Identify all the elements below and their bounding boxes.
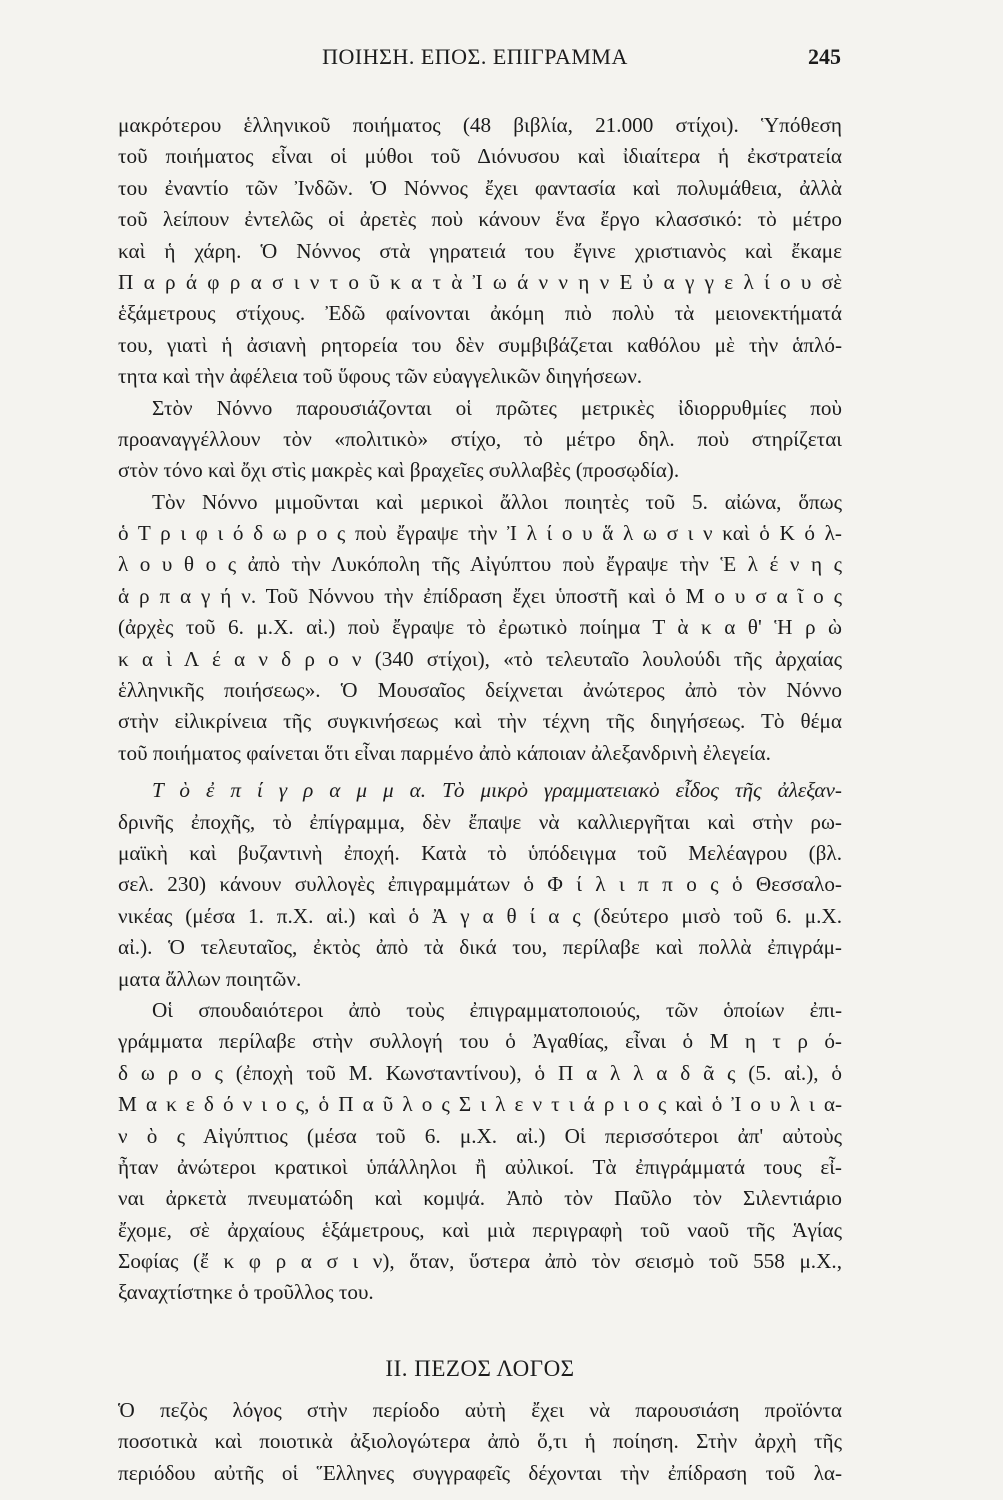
text-line: ν ὸ ς Αἰγύπτιος (μέσα τοῦ 6. μ.Χ. αἰ.) Οἱ περισσότεροι ἀπ' αὐτοὺς xyxy=(118,1123,842,1148)
text-line: δ ω ρ ο ς (ἐποχὴ τοῦ Μ. Κωνσταντίνου), ὁ Π α λ λ α δ ᾶ ς (5. αἰ.), ὁ xyxy=(118,1060,842,1085)
page-number: 245 xyxy=(808,44,841,69)
text-line: του ἐναντίο τῶν Ἰνδῶν. Ὁ Νόννος ἔχει φαντασία καὶ πολυμάθεια, ἀλλὰ xyxy=(118,175,842,200)
text-line: γράμματα περίλαβε στὴν συλλογή του ὁ Ἀγαθίας, εἶναι ὁ Μ η τ ρ ό- xyxy=(118,1029,842,1054)
text-line: Τ ὸ ἐ π ί γ ρ α μ μ α. Τὸ μικρὸ γραμματειακὸ εἶδος τῆς ἀλεξαν- xyxy=(152,778,842,803)
text-line: μακρότερου ἑλληνικοῦ ποιήματος (48 βιβλία, 21.000 στίχοι). Ὑπόθεση xyxy=(118,113,842,137)
text-line: Στὸν Νόννο παρουσιάζονται οἱ πρῶτες μετρικὲς ἰδιορρυθμίες ποὺ xyxy=(152,395,842,420)
text-line: αἰ.). Ὁ τελευταῖος, ἐκτὸς ἀπὸ τὰ δικά του, περίλαβε καὶ πολλὰ ἐπιγράμ- xyxy=(118,935,842,960)
text-line: ἔχομε, σὲ ἀρχαίους ἑξάμετρους, καὶ μιὰ περιγραφὴ τοῦ ναοῦ τῆς Ἁγίας xyxy=(118,1217,842,1242)
text-line: ξαναχτίστηκε ὁ τροῦλλος του. xyxy=(118,1280,374,1305)
text-line: ποσοτικὰ καὶ ποιοτικὰ ἀξιολογώτερα ἀπὸ ὅ,τι ἡ ποίηση. Στὴν ἀρχὴ τῆς xyxy=(118,1429,842,1454)
text-line: ὁ Τ ρ ι φ ι ό δ ω ρ ο ς ποὺ ἔγραψε τὴν Ἰ λ ί ο υ ἅ λ ω σ ι ν καὶ ὁ Κ ό λ- xyxy=(118,521,842,546)
text-line: κ α ὶ Λ έ α ν δ ρ ο ν (340 στίχοι), «τὸ τελευταῖο λουλούδι τῆς ἀρχαίας xyxy=(118,646,842,671)
text-line: του, γιατὶ ἡ ἀσιανὴ ρητορεία του δὲν συμβιβάζεται καθόλου μὲ τὴν ἁπλό- xyxy=(118,332,842,357)
text-line: λ ο υ θ ο ς ἀπὸ τὴν Λυκόπολη τῆς Αἰγύπτου ποὺ ἔγραψε τὴν Ἑ λ έ ν η ς xyxy=(118,552,842,577)
body-text xyxy=(118,110,842,1489)
text-line: περιόδου αὐτῆς οἱ Ἕλληνες συγγραφεῖς δέχονται τὴν ἐπίδραση τοῦ λα- xyxy=(118,1460,842,1485)
text-line: Οἱ σπουδαιότεροι ἀπὸ τοὺς ἐπιγραμματοποιούς, τῶν ὁποίων ἐπι- xyxy=(152,997,842,1022)
text-line: νικέας (μέσα 1. π.Χ. αἰ.) καὶ ὁ Ἀ γ α θ ί α ς (δεύτερο μισὸ τοῦ 6. μ.Χ. xyxy=(118,903,842,928)
text-line: ἦταν ἀνώτεροι κρατικοὶ ὑπάλληλοι ἢ αὐλικοί. Τὰ ἐπιγράμματά τους εἶ- xyxy=(118,1154,842,1179)
paragraph xyxy=(118,393,842,487)
text-line: στὴν εἰλικρίνεια τῆς συγκινήσεως καὶ τὴν τέχνη τῆς διηγήσεως. Τὸ θέμα xyxy=(118,709,842,734)
text-line: σελ. 230) κάνουν συλλογὲς ἐπιγραμμάτων ὁ Φ ί λ ι π π ο ς ὁ Θεσσαλο- xyxy=(118,872,842,897)
paragraph xyxy=(118,487,842,770)
text-line: ἑλληνικῆς ποιήσεως». Ὁ Μουσαῖος δείχνεται ἀνώτερος ἀπὸ τὸν Νόννο xyxy=(118,678,842,703)
text-line: τοῦ λείπουν ἐντελῶς οἱ ἀρετὲς ποὺ κάνουν ἕνα ἔργο κλασσικό: τὸ μέτρο xyxy=(118,207,842,232)
text-line: ναι ἀρκετὰ πνευματώδη καὶ κομψά. Ἀπὸ τὸν Παῦλο τὸν Σιλεντιάριο xyxy=(118,1186,842,1211)
text-line: ἑξάμετρους στίχους. Ἐδῶ φαίνονται ἀκόμη πιὸ πολὺ τὰ μειονεκτήματά xyxy=(118,301,842,326)
text-line: Π α ρ ά φ ρ α σ ι ν τ ο ῦ κ α τ ὰ Ἰ ω ά ν ν η ν Ε ὐ α γ γ ε λ ί ο υ σὲ xyxy=(118,269,842,294)
text-line: Μ α κ ε δ ό ν ι ο ς, ὁ Π α ῦ λ ο ς Σ ι λ ε ν τ ι ά ρ ι ο ς καὶ ὁ Ἰ ο υ λ ι α- xyxy=(118,1092,842,1117)
paragraph xyxy=(118,1395,842,1489)
paragraph xyxy=(118,995,842,1309)
running-title: ΠΟΙΗΣΗ. ΕΠΟΣ. ΕΠΙΓΡΑΜΜΑ xyxy=(322,44,628,69)
section-gap xyxy=(118,1309,842,1351)
section-heading: ΙΙ. ΠΕΖΟΣ ΛΟΓΟΣ xyxy=(385,1355,575,1381)
paragraph xyxy=(118,775,842,995)
text-line: ματα ἄλλων ποιητῶν. xyxy=(118,966,302,991)
text-line: (ἀρχὲς τοῦ 6. μ.Χ. αἰ.) ποὺ ἔγραψε τὸ ἐρωτικὸ ποίημα Τ ὰ κ α θ' Ἡ ρ ὼ xyxy=(118,615,842,640)
running-head xyxy=(115,44,841,74)
text-line: μαϊκὴ καὶ βυζαντινὴ ἐποχή. Κατὰ τὸ ὑπόδειγμα τοῦ Μελέαγρου (βλ. xyxy=(118,840,842,865)
text-line: Ὁ πεζὸς λόγος στὴν περίοδο αὐτὴ ἔχει νὰ παρουσιάση προϊόντα xyxy=(118,1397,842,1422)
text-line: προαναγγέλλουν τὸν «πολιτικὸ» στίχο, τὸ μέτρο δηλ. ποὺ στηρίζεται xyxy=(118,426,842,451)
text-line: τοῦ ποιήματος φαίνεται ὅτι εἶναι παρμένο ἀπὸ κάποιαν ἀλεξανδρινὴ ἐλεγεία. xyxy=(118,740,771,765)
paragraph xyxy=(118,110,842,393)
text-line: τοῦ ποιήματος εἶναι οἱ μύθοι τοῦ Διόνυσου καὶ ἰδιαίτερα ἡ ἐκστρατεία xyxy=(118,144,842,169)
text-line: ἁ ρ π α γ ή ν. Τοῦ Νόννου τὴν ἐπίδραση ἔχει ὑποστῆ καὶ ὁ Μ ο υ σ α ῖ ο ς xyxy=(118,583,842,608)
text-line: Σοφίας (ἔ κ φ ρ α σ ι ν), ὅταν, ὕστερα ἀπὸ τὸν σεισμὸ τοῦ 558 μ.Χ., xyxy=(118,1249,842,1274)
text-line: στὸν τόνο καὶ ὄχι στὶς μακρὲς καὶ βραχεῖες συλλαβὲς (προσῳδία). xyxy=(118,458,680,483)
text-line: δρινῆς ἐποχῆς, τὸ ἐπίγραμμα, δὲν ἔπαψε νὰ καλλιεργῆται καὶ στὴν ρω- xyxy=(118,809,842,834)
text-line: καὶ ἡ χάρη. Ὁ Νόννος στὰ γηρατειά του ἔγινε χριστιανὸς καὶ ἔκαμε xyxy=(118,238,842,263)
text-line: Τὸν Νόννο μιμοῦνται καὶ μερικοὶ ἄλλοι ποιητὲς τοῦ 5. αἰώνα, ὅπως xyxy=(152,489,842,514)
text-line: τητα καὶ τὴν ἀφέλεια τοῦ ὕφους τῶν εὐαγγελικῶν διηγήσεων. xyxy=(118,364,643,389)
